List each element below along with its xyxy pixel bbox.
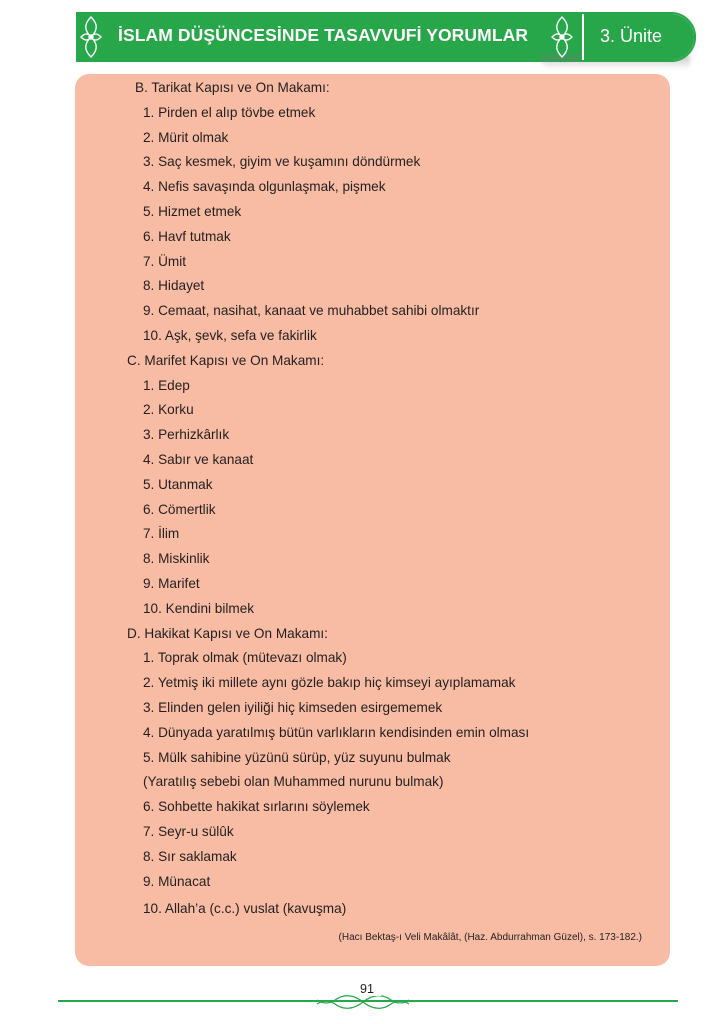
list-item: 10. Aşk, şevk, sefa ve fakirlik <box>143 328 317 343</box>
list-item: 6. Havf tutmak <box>143 228 231 244</box>
list-item: 4. Nefis savaşında olgunlaşmak, pişmek <box>143 179 386 195</box>
list-item: 3. Elinden gelen iyiliği hiç kimseden esirgememek <box>143 700 443 715</box>
list-item: 3. Perhizkârlık <box>143 427 230 443</box>
list-item: 2. Korku <box>143 402 194 418</box>
list-item: 2. Yetmiş iki millete aynı gözle bakıp hiç kimseyi ayıplamamak <box>143 675 516 691</box>
list-item: 9. Münacat <box>143 873 211 889</box>
section-heading: C. Marifet Kapısı ve On Makamı: <box>127 352 325 368</box>
list-item: 9. Marifet <box>143 576 200 591</box>
ornament-right-icon <box>549 14 575 60</box>
list-item: 8. Miskinlik <box>143 551 210 567</box>
list-item: (Yaratılış sebebi olan Muhammed nurunu bulmak) <box>143 774 444 790</box>
unit-label: 3. Ünite <box>600 26 663 46</box>
list-item: 4. Dünyada yaratılmış bütün varlıkların kendisinden emin olması <box>143 724 530 740</box>
list-item: 2. Mürit olmak <box>143 129 229 145</box>
list-item: 6. Cömertlik <box>143 501 216 517</box>
list-item: 3. Saç kesmek, giyim ve kuşamını döndürmek <box>143 154 421 170</box>
list-item: 8. Hidayet <box>143 278 205 294</box>
list-item: 10. Allah’a (c.c.) vuslat (kavuşma) <box>143 901 347 917</box>
list-item: 7. Seyr-u sülûk <box>143 824 234 839</box>
list-item: 9. Cemaat, nasihat, kanaat ve muhabbet sahibi olmaktır <box>143 303 480 319</box>
source-citation: (Hacı Bektaş-ı Veli Makâlât, (Haz. Abdurrahman Güzel), s. 173-182.) <box>338 932 642 943</box>
list-item: 5. Mülk sahibine yüzünü sürüp, yüz suyunu bulmak <box>143 749 451 765</box>
section-heading: B. Tarikat Kapısı ve On Makamı: <box>135 80 330 95</box>
list-item: 1. Pirden el alıp tövbe etmek <box>143 104 316 120</box>
page-number: 91 <box>353 982 381 996</box>
list-item: 6. Sohbette hakikat sırlarını söylemek <box>143 799 370 815</box>
ornament-left-icon <box>78 14 104 60</box>
list-item: 5. Utanmak <box>143 476 213 492</box>
list-item: 1. Toprak olmak (mütevazı olmak) <box>143 650 347 666</box>
chapter-title: İSLAM DÜŞÜNCESİNDE TASAVVUFİ YORUMLAR <box>118 25 529 45</box>
section-list <box>75 74 670 966</box>
list-item: 7. Ümit <box>143 253 187 269</box>
list-item: 8. Sır saklamak <box>143 848 237 864</box>
list-item: 7. İlim <box>143 526 180 542</box>
list-item: 10. Kendini bilmek <box>143 600 255 616</box>
list-item: 1. Edep <box>143 377 190 393</box>
section-heading: D. Hakikat Kapısı ve On Makamı: <box>127 625 328 641</box>
list-item: 5. Hizmet etmek <box>143 204 242 219</box>
list-item: 4. Sabır ve kanaat <box>143 452 254 467</box>
content-panel <box>75 74 670 966</box>
